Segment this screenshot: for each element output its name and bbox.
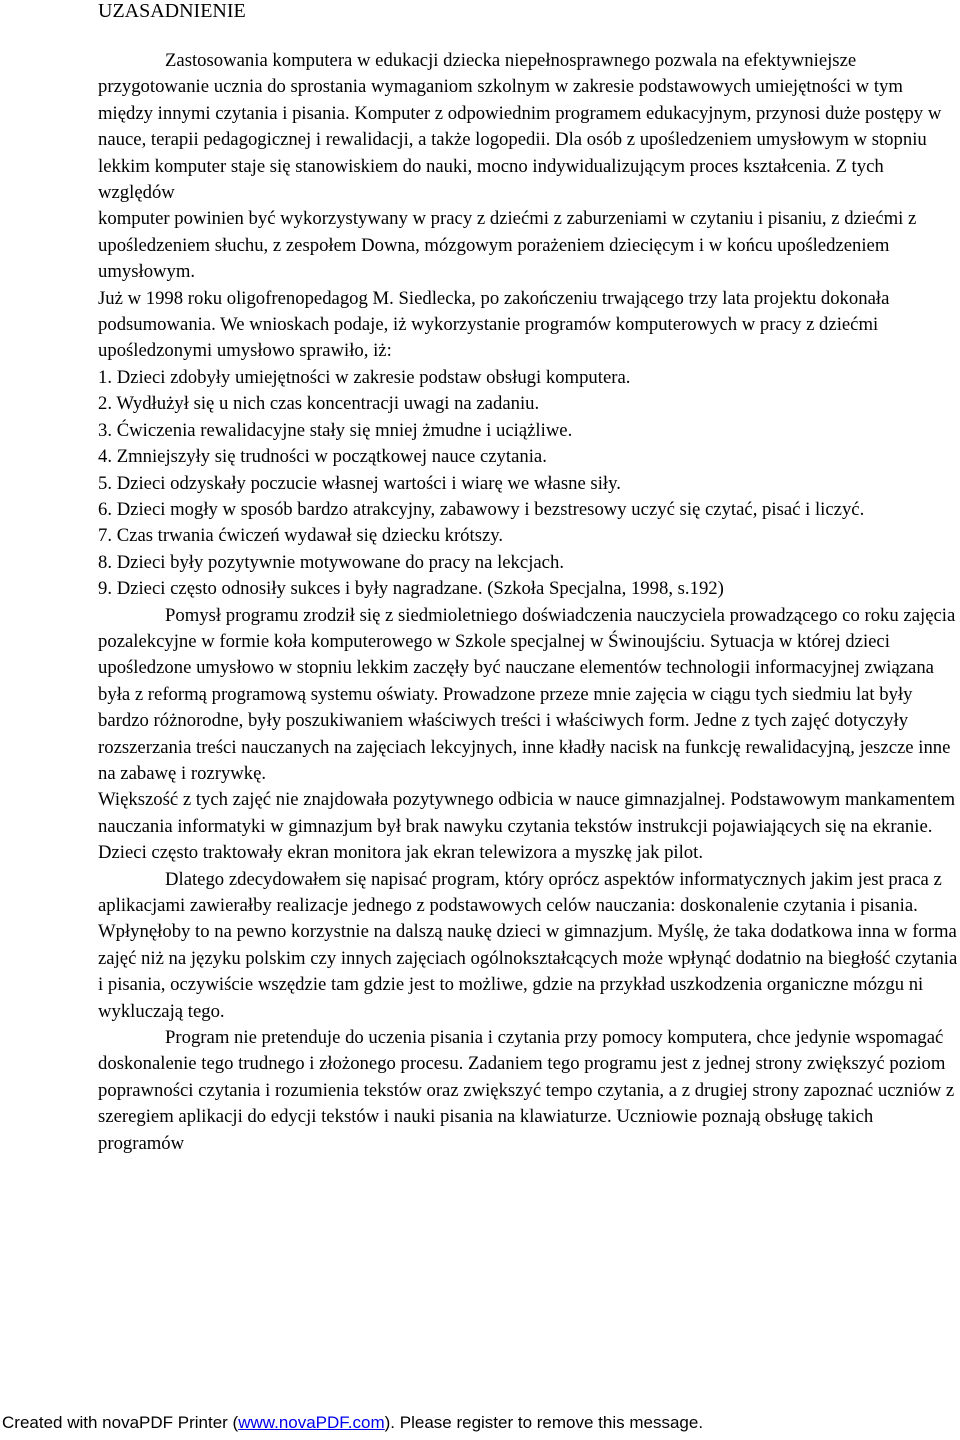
- page-title: UZASADNIENIE: [98, 0, 246, 22]
- paragraph-majority: Większość z tych zajęć nie znajdowała pozytywnego odbicia w nauce gimnazjalnej. Podstawowym mankamentem nauczania informatyki w gimnazjum był brak nawyku czytania tekstów instrukcji pojawiających się na ekranie. Dzieci często traktowały ekran monitora jak ekran telewizora a myszkę jak pilot.: [98, 789, 956, 864]
- footer-link[interactable]: www.novaPDF.com: [238, 1413, 385, 1432]
- footer-prefix: Created with novaPDF Printer (: [2, 1413, 239, 1432]
- paragraph-siedlecka: Już w 1998 roku oligofrenopedagog M. Siedlecka, po zakończeniu trwającego trzy lata projektu dokonała podsumowania. We wnioskach podaje, iż wykorzystanie programów komputerowych w pracy z dziećmi upośledzonymi umysłowo sprawiło, iż:: [98, 287, 890, 362]
- list-item: 1. Dzieci zdobyły umiejętności w zakresie podstaw obsługi komputera.: [98, 366, 631, 388]
- list-item: 8. Dzieci były pozytywnie motywowane do pracy na lekcjach.: [98, 551, 564, 573]
- paragraph-decision: Dlatego zdecydowałem się napisać program, który oprócz aspektów informatycznych jakim jest praca z aplikacjami zawierałby realizacje jednego z podstawowych celów nauczania: doskonalenie czytania i pisania. Wpłynęłoby to na pewno korzystnie na dalszą naukę dzieci w gimnazjum. Myślę, że taka dodatkowa inna w forma zajęć niż na języku polskim czy innych zajęciach ogólnokształcących może wpłynąć dodatnio na biegłość czytania i pisania, oczywiście wszędzie tam gdzie jest to możliwe, gdzie na przykład uszkodzenia organiczne mózgu ni wykluczają tego.: [98, 868, 958, 1022]
- footer-suffix: ). Please register to remove this message.: [384, 1413, 704, 1432]
- list-item: 5. Dzieci odzyskały poczucie własnej wartości i wiarę we własne siły.: [98, 472, 621, 494]
- paragraph-computer-use: komputer powinien być wykorzystywany w pracy z dziećmi z zaburzeniami w czytaniu i pisaniu, z dziećmi z upośledzeniem słuchu, z zespołem Downa, mózgowym porażeniem dziecięcym i w końcu upośledzeniem umysłowym.: [98, 208, 917, 283]
- document-body: [98, 48, 960, 1157]
- paragraph-program: Program nie pretenduje do uczenia pisania i czytania przy pomocy komputera, chce jedynie wspomagać doskonalenie tego trudnego i złożonego procesu. Zadaniem tego programu jest z jednej strony zwiększyć poziom poprawności czytania i rozumienia tekstów oraz zwiększyć tempo czytania, a z drugiej strony zapoznać uczniów z szeregiem aplikacji do edycji tekstów i nauki pisania na klawiaturze. Uczniowie poznają obsługę takich programów: [98, 1027, 955, 1154]
- list-item: 2. Wydłużył się u nich czas koncentracji uwagi na zadaniu.: [98, 393, 540, 415]
- paragraph-idea: Pomysł programu zrodził się z siedmioletniego doświadczenia nauczyciela prowadzącego co roku zajęcia pozalekcyjne w formie koła komputerowego w Szkole specjalnej w Świnoujściu. Sytuacja w której dzieci upośledzone umysłowo w stopniu lekkim zaczęły być nauczane elementów technologii informacyjnej związana była z reformą programową systemu oświaty. Prowadzone przeze mnie zajęcia w ciągu tych siedmiu lat były bardzo różnorodne, były poszukiwaniem właściwych treści i właściwych form. Jedne z tych zajęć dotyczyły rozszerzania treści nauczanych na zajęciach lekcyjnych, inne kładły nacisk na funkcję rewalidacyjną, jeszcze inne na zabawę i rozrywkę.: [98, 604, 956, 784]
- list-item: 4. Zmniejszyły się trudności w początkowej nauce czytania.: [98, 446, 547, 468]
- list-item: 3. Ćwiczenia rewalidacyjne stały się mniej żmudne i uciążliwe.: [98, 419, 573, 441]
- watermark-footer: [2, 1412, 703, 1434]
- list-item: 6. Dzieci mogły w sposób bardzo atrakcyjny, zabawowy i bezstresowy uczyć się czytać, pisać i liczyć.: [98, 498, 865, 520]
- paragraph-intro: Zastosowania komputera w edukacji dziecka niepełnosprawnego pozwala na efektywniejsze przygotowanie ucznia do sprostania wymaganiom szkolnym w zakresie podstawowych umiejętności w tym między innymi czytania i pisania. Komputer z odpowiednim programem edukacyjnym, przynosi duże postępy w nauce, terapii pedagogicznej i rewalidacji, a także logopedii. Dla osób z upośledzeniem umysłowym w stopniu lekkim komputer staje się stanowiskiem do nauki, mocno indywidualizującym proces kształcenia. Z tych względów: [98, 50, 942, 204]
- list-item: 7. Czas trwania ćwiczeń wydawał się dziecku krótszy.: [98, 525, 504, 547]
- list-item: 9. Dzieci często odnosiły sukces i były nagradzane. (Szkoła Specjalna, 1998, s.192): [98, 578, 724, 600]
